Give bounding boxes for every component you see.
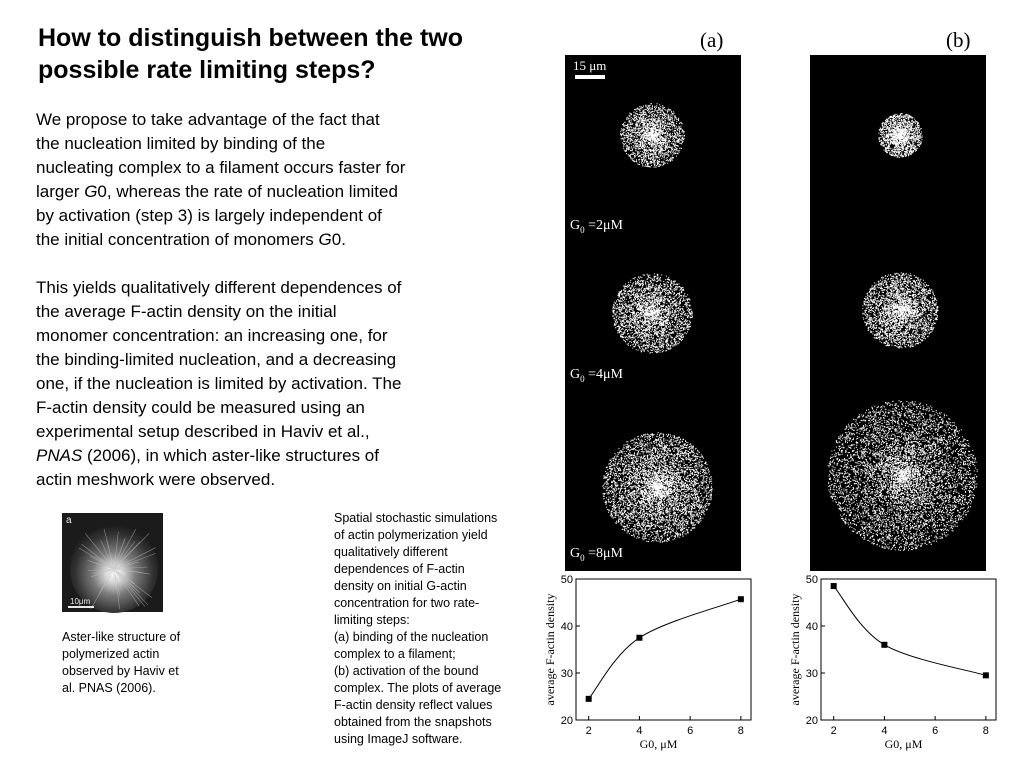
actin-cluster — [620, 103, 685, 168]
data-point — [983, 672, 989, 678]
simulation-caption — [334, 510, 534, 748]
actin-cluster — [602, 432, 713, 543]
data-point — [738, 596, 744, 602]
text-line: F-actin density could be measured using an — [36, 398, 365, 417]
scale-bar-label: 15 μm — [573, 58, 607, 73]
text-line: the nucleation limited by binding of the — [36, 134, 326, 153]
g0-label-4 — [570, 367, 623, 384]
thumb-scale-bar — [68, 606, 94, 608]
text-line — [36, 228, 476, 252]
g-value: =2μM — [584, 218, 623, 233]
caption-line: polymerized actin — [62, 647, 160, 661]
g0-label-8 — [570, 546, 623, 563]
y-tick-label: 30 — [560, 668, 573, 680]
x-tick-label: 8 — [737, 725, 744, 737]
text-line: the average F-actin density on the initial — [36, 302, 337, 321]
text-line: actin meshwork were observed. — [36, 470, 276, 489]
text-line: nucleating complex to a filament occurs faster for — [36, 158, 406, 177]
data-point — [831, 583, 837, 589]
simulation-column-a — [565, 55, 741, 571]
actin-cluster — [862, 272, 938, 348]
caption-line: of actin polymerization yield — [334, 528, 488, 542]
x-tick-label: 4 — [636, 725, 643, 737]
text-span: (2006), in which aster-like structures of — [82, 446, 379, 465]
series-line — [834, 586, 986, 675]
g-subscript: 0 — [580, 224, 585, 235]
g-value: =4μM — [584, 367, 623, 382]
actin-cluster — [612, 273, 693, 353]
caption-line: density on initial G-actin — [334, 579, 467, 593]
x-axis-label: G0, μM — [884, 737, 923, 751]
panel-label-b: (b) — [946, 28, 971, 52]
text-line: the binding-limited nucleation, and a decreasing — [36, 350, 397, 369]
g0-label-2 — [570, 218, 623, 235]
caption-line: F-actin density reflect values — [334, 698, 493, 712]
figure-letter: a — [66, 515, 72, 526]
y-tick-label: 20 — [560, 715, 573, 727]
text-line: monomer concentration: an increasing one, for — [36, 326, 388, 345]
thumb-scale-label: 10μm — [70, 597, 91, 606]
y-tick-label: 50 — [560, 574, 573, 586]
y-tick-label: 50 — [805, 574, 818, 586]
simulation-snapshots-a — [565, 55, 741, 571]
text-line — [36, 180, 476, 204]
data-point — [636, 635, 642, 641]
paragraph-proposal — [36, 108, 476, 252]
text-line: one, if the nucleation is limited by activation. The — [36, 374, 402, 393]
slide-title — [38, 22, 538, 86]
density-plot-a — [545, 573, 760, 758]
simulation-snapshots-b — [810, 55, 986, 571]
caption-line: obtained from the snapshots — [334, 715, 492, 729]
caption-line: observed by Haviv et — [62, 664, 179, 678]
data-point — [881, 642, 887, 648]
caption-line: (b) activation of the bound — [334, 664, 479, 678]
y-tick-label: 20 — [805, 715, 818, 727]
caption-line: using ImageJ software. — [334, 732, 463, 746]
italic-symbol: G — [318, 230, 332, 249]
g-symbol: G — [570, 218, 581, 233]
text-line — [36, 444, 476, 468]
plot-svg-a — [545, 573, 760, 753]
text-span: the initial concentration of monomers — [36, 230, 319, 249]
caption-line: limiting steps: — [334, 613, 410, 627]
plot-frame — [821, 579, 996, 720]
x-tick-label: 6 — [687, 725, 694, 737]
caption-line: concentration for two rate- — [334, 596, 480, 610]
g-subscript: 0 — [580, 552, 585, 563]
caption-line: Spatial stochastic simulations — [334, 511, 498, 525]
caption-line: (a) binding of the nucleation — [334, 630, 489, 644]
y-axis-label: average F-actin density — [788, 593, 802, 706]
plot-svg-b — [790, 573, 1005, 753]
g-subscript: 0 — [580, 373, 585, 384]
text-line: This yields qualitatively different dependences of — [36, 278, 402, 297]
journal-name: PNAS — [36, 446, 83, 465]
caption-line: qualitatively different — [334, 545, 448, 559]
aster-caption — [62, 629, 212, 697]
caption-line: complex to a filament; — [334, 647, 456, 661]
caption-line: Aster-like structure of — [62, 630, 181, 644]
text-line: experimental setup described in Haviv et al., — [36, 422, 370, 441]
x-tick-label: 8 — [982, 725, 989, 737]
x-tick-label: 2 — [830, 725, 837, 737]
g-symbol: G — [570, 546, 581, 561]
paragraph-dependences — [36, 276, 476, 492]
x-axis-label: G0, μM — [639, 737, 678, 751]
plot-frame — [576, 579, 751, 720]
caption-line: al. PNAS (2006). — [62, 681, 156, 695]
scale-bar — [575, 75, 605, 79]
caption-line: dependences of F-actin — [334, 562, 465, 576]
data-point — [586, 696, 592, 702]
text-span: 0. — [331, 230, 346, 249]
series-line — [589, 599, 741, 699]
caption-line: complex. The plots of average — [334, 681, 502, 695]
g-symbol: G — [570, 367, 581, 382]
aster-micrograph — [62, 513, 163, 612]
italic-symbol: G — [84, 182, 98, 201]
title-line-2: possible rate limiting steps? — [38, 56, 376, 84]
y-axis-label: average F-actin density — [543, 593, 557, 706]
x-tick-label: 4 — [881, 725, 888, 737]
text-span: larger — [36, 182, 85, 201]
title-line-1: How to distinguish between the two — [38, 24, 463, 52]
g-value: =8μM — [584, 546, 623, 561]
actin-cluster — [828, 400, 978, 551]
x-tick-label: 2 — [585, 725, 592, 737]
text-line: We propose to take advantage of the fact that — [36, 110, 380, 129]
text-line: by activation (step 3) is largely independent of — [36, 206, 382, 225]
y-tick-label: 30 — [805, 668, 818, 680]
panel-label-a: (a) — [700, 28, 724, 52]
text-span: 0, whereas the rate of nucleation limited — [97, 182, 398, 201]
density-plot-b — [790, 573, 1005, 758]
actin-cluster — [878, 113, 922, 158]
y-tick-label: 40 — [560, 621, 573, 633]
y-tick-label: 40 — [805, 621, 818, 633]
x-tick-label: 6 — [932, 725, 939, 737]
simulation-column-b — [810, 55, 986, 571]
